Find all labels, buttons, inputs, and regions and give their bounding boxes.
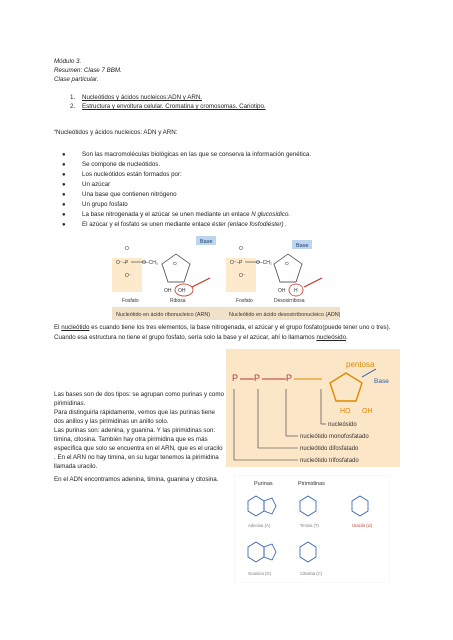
- bullet-dot: ●: [62, 202, 66, 208]
- diphosphate-label: nucleótido difosfatado: [300, 446, 359, 452]
- svg-text:O–CH₂: O–CH₂: [256, 260, 272, 266]
- monophosphate-label: nucleótido monofosfatado: [300, 434, 369, 440]
- bullet-dot: ●: [62, 222, 66, 228]
- section-title: “Nucleótidos y ácidos nucleicos: ADN y ARN:: [54, 129, 178, 136]
- paragraph-line: Para distinguirla rápidamente, vemos que las purinas tiene: [54, 409, 215, 416]
- paragraph-line: Las purinas son: adenina, y guanina. Y las pirimidinas son:: [54, 427, 216, 434]
- svg-text:P: P: [239, 260, 243, 266]
- svg-text:Uracilo (U): Uracilo (U): [352, 523, 373, 528]
- bases-figure: [234, 475, 390, 583]
- bullet-dot: ●: [62, 192, 66, 198]
- toc-item-1[interactable]: Nucleótidos y ácidos nucleicos:ADN y ARN.: [82, 94, 203, 101]
- phosphorylation-figure: [226, 349, 400, 467]
- bullet-item: El azúcar y el fosfato se unen mediante enlace éster (enlace fosfodiéster) .: [82, 221, 288, 228]
- svg-text:OH: OH: [164, 288, 172, 294]
- module-label: Módulo 3.: [54, 58, 82, 65]
- toc-number: 1.: [70, 94, 76, 101]
- bullet-item: Son las macromoléculas biológicas en las que se conserva la información genética.: [82, 151, 312, 158]
- base-label: Base: [200, 239, 213, 245]
- caption-rna: Nucleótido en ácido ribonucleico (ARN): [116, 312, 211, 318]
- svg-text:P: P: [232, 373, 239, 383]
- bullet-dot: ●: [62, 212, 66, 218]
- svg-text:HO: HO: [340, 408, 351, 415]
- svg-text:P: P: [125, 260, 129, 266]
- caption-dna: Nucleótido en ácido desoxirribonucleico (ADN): [229, 312, 340, 318]
- bullet-dot: ●: [62, 182, 66, 188]
- bullet-dot: ●: [62, 152, 66, 158]
- paragraph-line: específica que solo se encuentra en el ARN, que es el uracilo: [54, 445, 223, 452]
- svg-text:OH: OH: [178, 288, 186, 294]
- svg-text:Timina (T): Timina (T): [300, 523, 319, 528]
- svg-text:OH: OH: [362, 408, 373, 415]
- bullet-item: Un azúcar: [82, 181, 111, 188]
- svg-text:Fosfato: Fosfato: [236, 298, 253, 304]
- svg-text:Guanina (G): Guanina (G): [248, 571, 272, 576]
- paragraph-line: llamada uracilo.: [54, 463, 98, 470]
- paragraph-line: timina, citosina. También hay otra pirimidina que es más: [54, 436, 208, 443]
- svg-text:Adenina (A): Adenina (A): [248, 523, 271, 528]
- class-type-label: Clase particular.: [54, 76, 99, 83]
- svg-text:O: O: [239, 246, 243, 252]
- fosfato-label: Fosfato: [122, 298, 139, 304]
- svg-text:Base: Base: [296, 243, 309, 249]
- svg-text:P: P: [254, 373, 261, 383]
- nucleotide-definition: El nucleótido es cuando tiene los tres elementos, la base nitrogenada, el azúcar y el grupo fosfato(puede tener uno o tres).: [54, 324, 391, 331]
- svg-text:Citosina (C): Citosina (C): [300, 571, 323, 576]
- bullet-dot: ●: [62, 172, 66, 178]
- purinas-header: Purinas: [254, 481, 273, 487]
- svg-text:H: H: [294, 288, 298, 294]
- svg-text:O: O: [285, 262, 289, 267]
- toc-number: 2.: [70, 103, 76, 110]
- svg-text:O: O: [125, 246, 129, 252]
- bullet-item: Se compone de nucleótidos.: [82, 161, 161, 168]
- base-label: Base: [374, 378, 389, 385]
- pentosa-label: pentosa: [346, 360, 375, 369]
- bullet-item: La base nitrogenada y el azúcar se unen mediante un enlace N glucosídico.: [82, 211, 291, 218]
- summary-label: Resumen: Clase 7 BBM.: [54, 67, 122, 74]
- nucleoside-label: nucleósido: [328, 422, 357, 428]
- ribosa-label: Ribosa: [170, 298, 186, 304]
- svg-text:O⁻: O⁻: [239, 273, 246, 279]
- svg-text:O⁻–: O⁻–: [230, 260, 240, 266]
- triphosphate-label: nucleótido trifosfatado: [300, 458, 359, 464]
- bullet-item: Una base que contienen nitrógeno: [82, 191, 177, 198]
- toc-item-2[interactable]: Estructura y envoltura celular. Cromatina y cromosomas. Cariotipo.: [82, 103, 266, 110]
- bullet-dot: ●: [62, 162, 66, 168]
- bullet-item: Los nucleótidos están formados por:: [82, 171, 182, 178]
- pirimidinas-header: Pirimidinas: [298, 481, 325, 487]
- svg-text:O⁻–: O⁻–: [116, 260, 126, 266]
- desoxirribosa-label: Desoxirribosa: [274, 298, 305, 304]
- nucleotide-structure-figure: [112, 234, 340, 322]
- bullet-item: Un grupo fosfato: [82, 201, 128, 208]
- paragraph-line: En el ADN encontramos adenina, timina, guanina y citosina.: [54, 476, 219, 483]
- svg-text:OH: OH: [278, 288, 286, 294]
- svg-text:O⁻: O⁻: [125, 273, 132, 279]
- nucleoside-definition: Cuando esa estructura no tiene el grupo fosfato, sería solo la base y el azúcar, ahí lo llamamos nucleósido.: [54, 334, 348, 341]
- paragraph-line: . En el ARN no hay timina, en su lugar tenemos la pirimidina: [54, 454, 219, 461]
- svg-text:O: O: [173, 262, 177, 267]
- svg-text:O–CH₂: O–CH₂: [142, 260, 158, 266]
- svg-text:P: P: [286, 373, 293, 383]
- paragraph-line: Las bases son de dos tipos: se agrupan como purinas y como: [54, 391, 224, 398]
- paragraph-line: dos anillos y las pirimidinas un anillo solo.: [54, 418, 169, 425]
- paragraph-line: pirimidinas.: [54, 400, 86, 407]
